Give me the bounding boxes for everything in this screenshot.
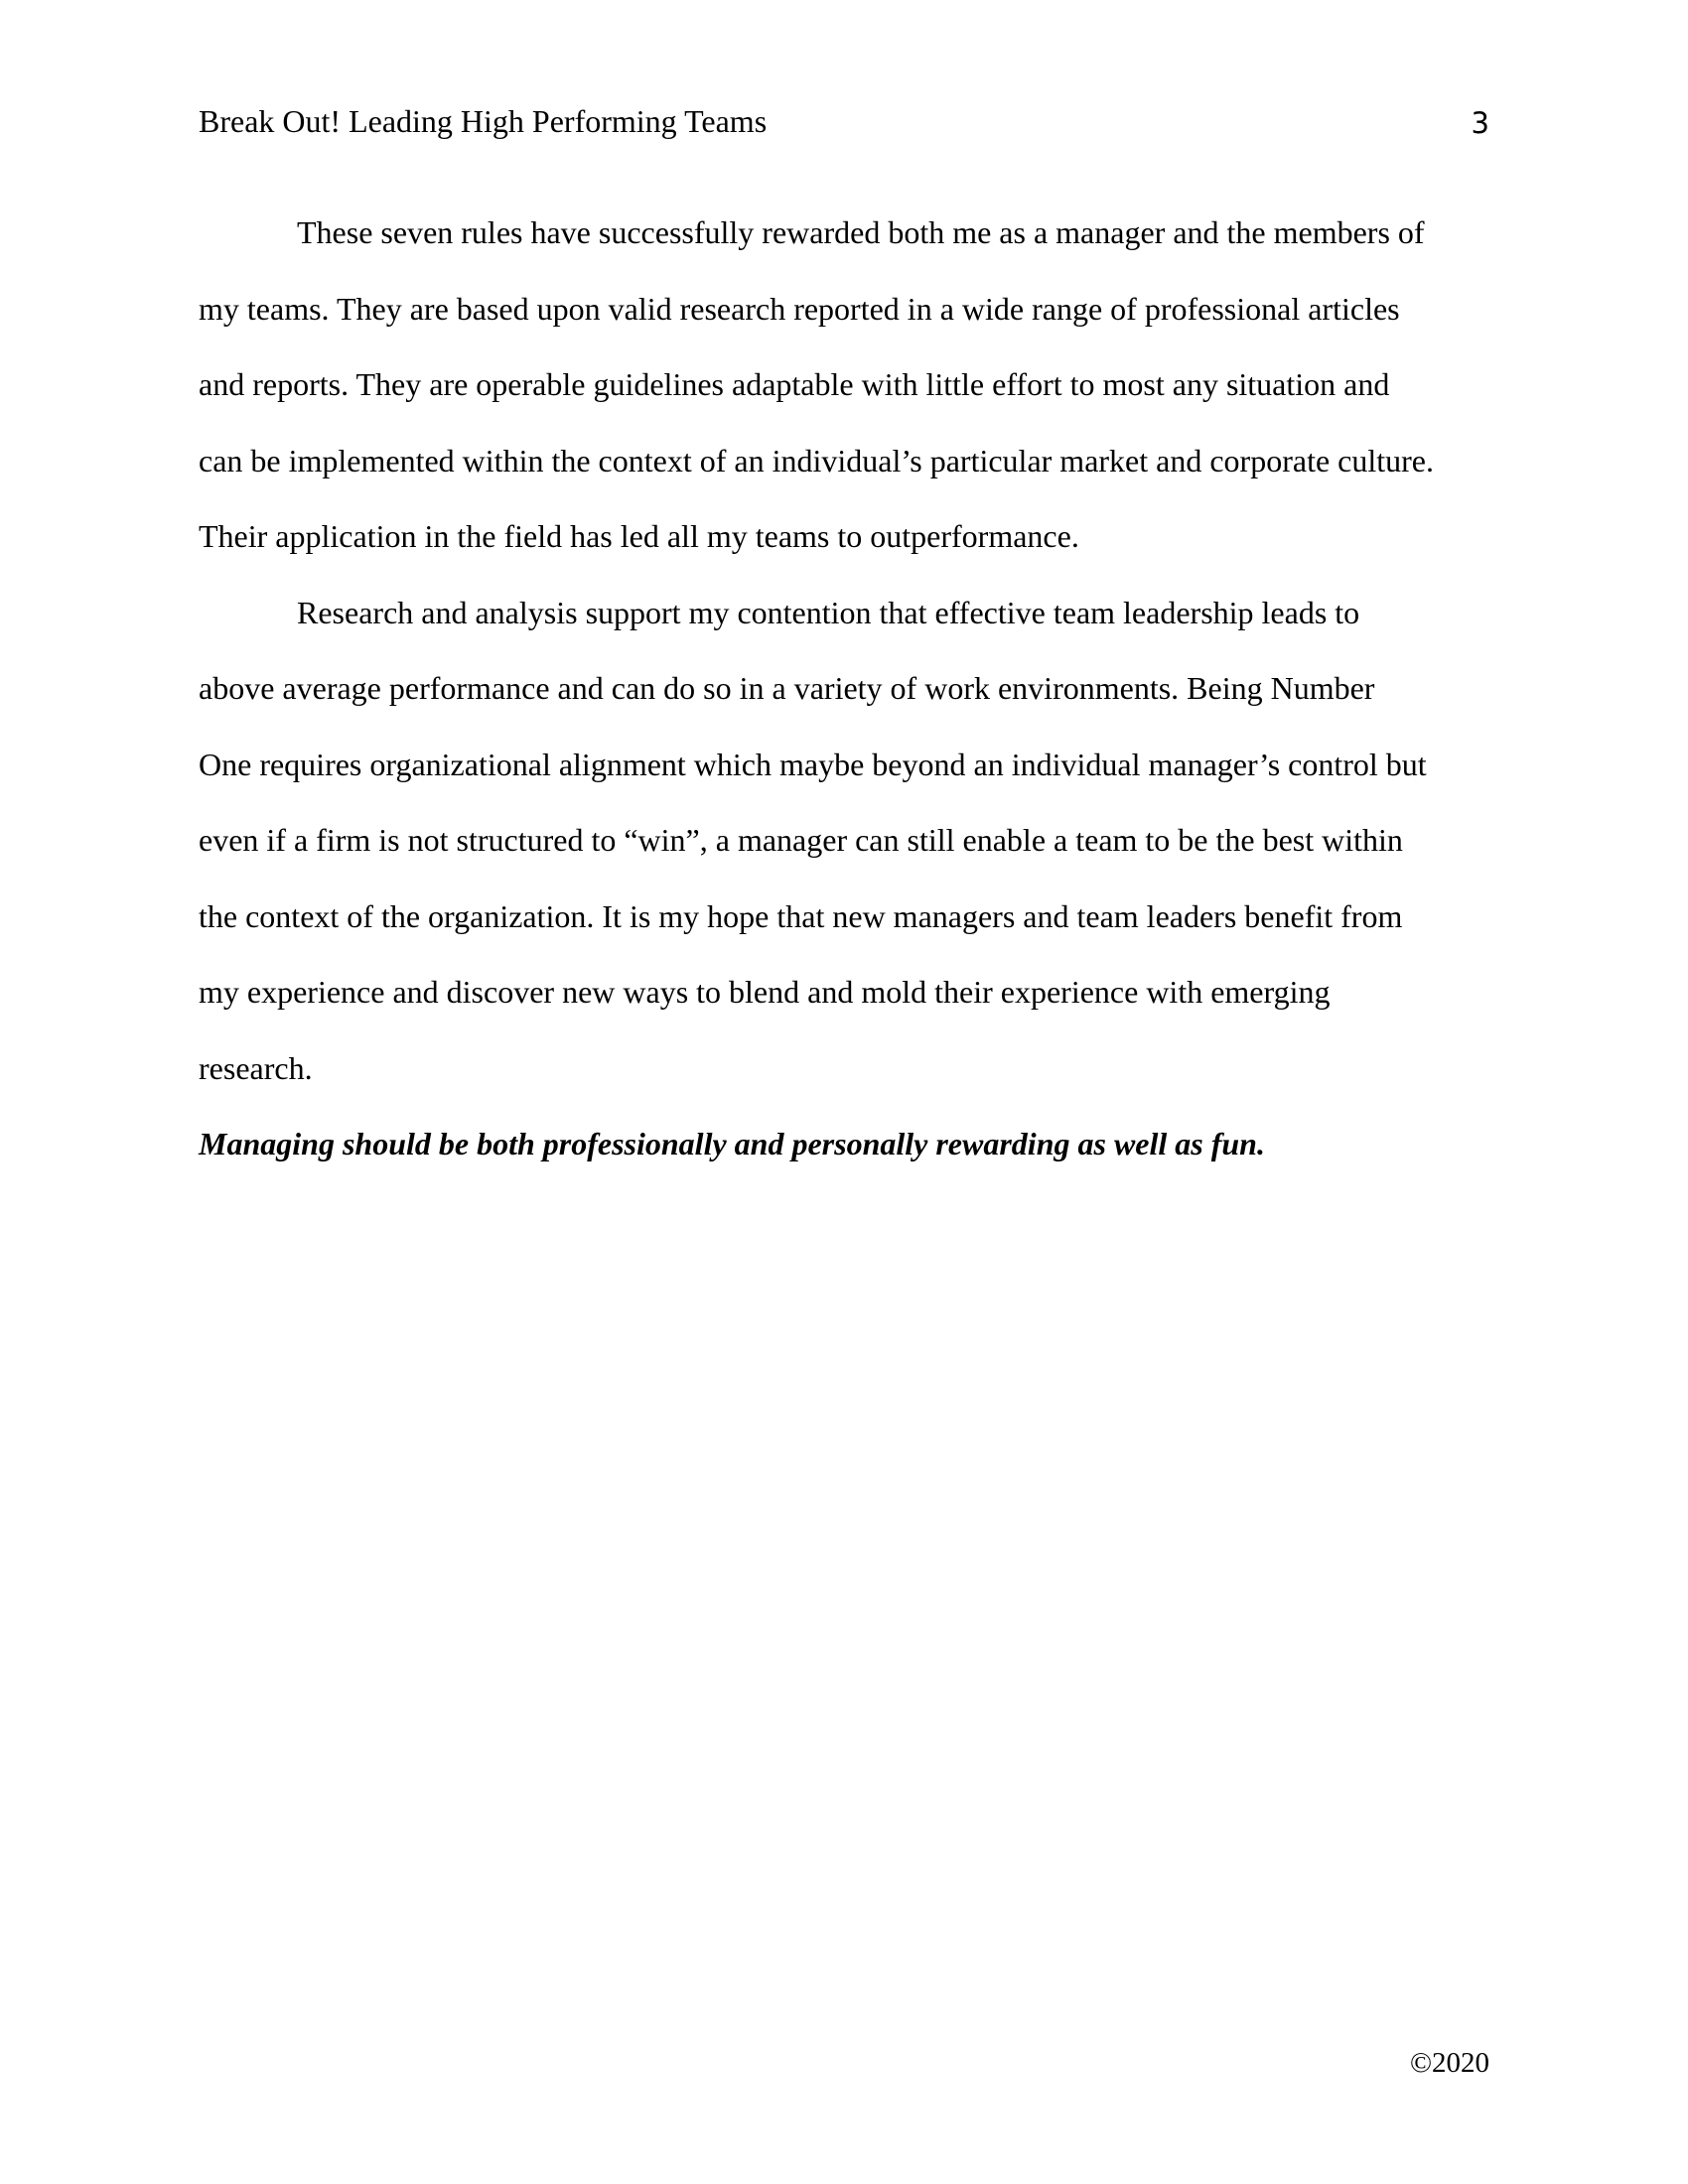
- closing-statement: Managing should be both professionally and personally rewarding as well as fun.: [199, 1126, 1265, 1161]
- page-number: 3: [1471, 106, 1489, 140]
- running-header-title: Break Out! Leading High Performing Teams: [199, 103, 768, 139]
- document-body: [199, 195, 1489, 1182]
- paragraph-line: research.: [199, 1049, 313, 1086]
- paragraph-line: the context of the organization. It is my hope that new managers and team leaders benefit from: [199, 897, 1403, 934]
- paragraph-line: Their application in the field has led all my teams to outperformance.: [199, 518, 1079, 554]
- copyright-notice: ©2020: [1409, 2047, 1489, 2079]
- paragraph-line: my experience and discover new ways to blend and mold their experience with emerging: [199, 974, 1331, 1010]
- paragraph-line: can be implemented within the context of an individual’s particular market and corporate culture.: [199, 442, 1434, 478]
- paragraph-line: Research and analysis support my contention that effective team leadership leads to: [297, 594, 1360, 630]
- paragraph-seven-rules: [199, 195, 1489, 575]
- paragraph-line: above average performance and can do so in a variety of work environments. Being Number: [199, 670, 1375, 706]
- paragraph-line: my teams. They are based upon valid research reported in a wide range of professional articles: [199, 290, 1400, 327]
- paragraph-line: even if a firm is not structured to “win”, a manager can still enable a team to be the best within: [199, 822, 1403, 858]
- paragraph-line: These seven rules have successfully rewarded both me as a manager and the members of: [297, 214, 1425, 250]
- paragraph-research-analysis: [199, 575, 1489, 1107]
- paragraph-line: One requires organizational alignment which maybe beyond an individual manager’s control but: [199, 746, 1427, 782]
- paragraph-line: and reports. They are operable guidelines adaptable with little effort to most any situation and: [199, 366, 1390, 402]
